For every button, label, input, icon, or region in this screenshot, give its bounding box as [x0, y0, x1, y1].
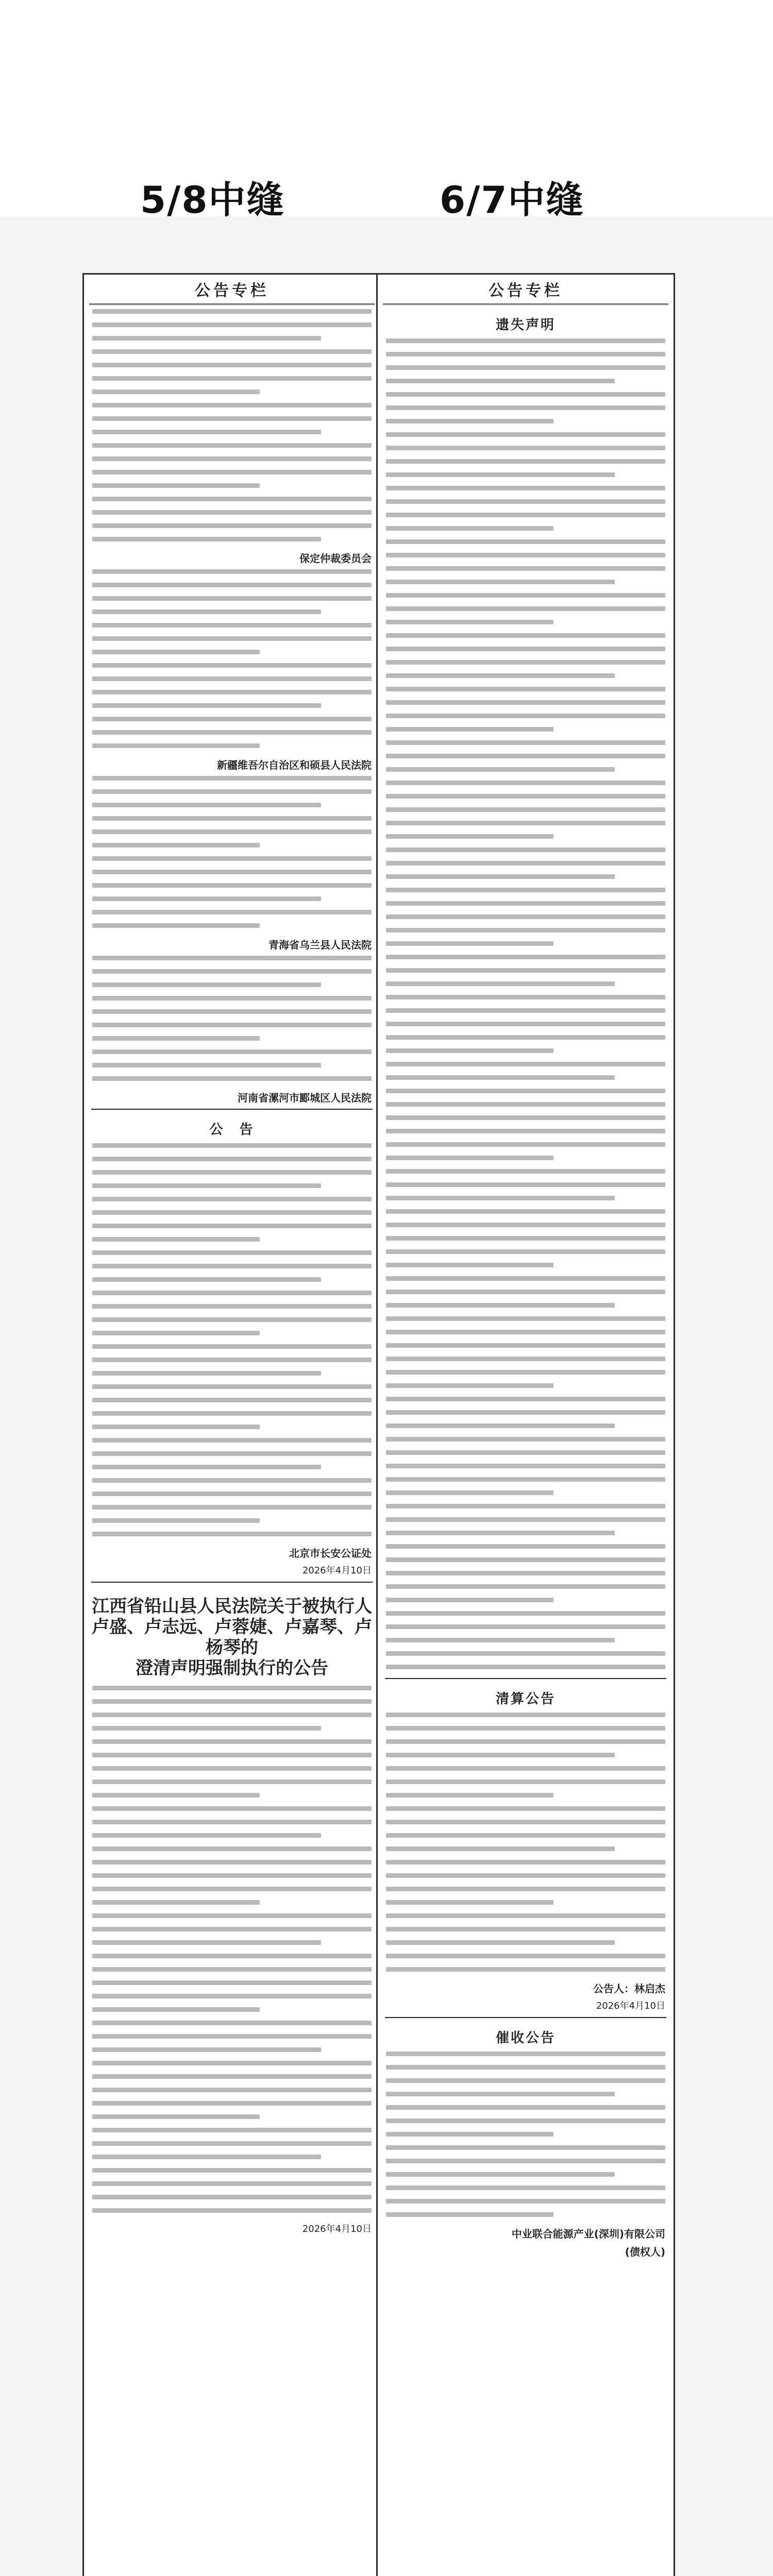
divider: [91, 1109, 373, 1110]
section-title: 催收公告: [495, 2030, 556, 2046]
notice-signature: 公告人：林启杰: [593, 1982, 665, 1995]
court-notice-headline: [91, 1596, 373, 1679]
divider: [91, 1582, 373, 1583]
notice-date: 2026年4月10日: [302, 2224, 372, 2234]
left-column-heading: 公告专栏: [89, 275, 375, 305]
divider: [385, 2017, 666, 2018]
left-gutter-label: 5/8中缝: [140, 178, 285, 222]
divider: [385, 1678, 666, 1679]
right-notice-column: [376, 273, 675, 2576]
notice-title: 公 告: [209, 1122, 255, 1138]
notice-signature: 青海省乌兰县人民法院: [268, 939, 372, 951]
notice-text: [92, 956, 372, 1081]
headline-subline: 澄清声明强制执行的公告: [136, 1658, 328, 1679]
notice-signature: 新疆维吾尔自治区和硕县人民法院: [217, 759, 372, 771]
page-header: [0, 0, 773, 222]
left-notice-column: [82, 273, 381, 2576]
notice-signature: 北京市长安公证处: [289, 1547, 372, 1560]
right-column-heading: 公告专栏: [383, 275, 668, 305]
section-title: 遗失声明: [495, 317, 556, 333]
notice-signature: 保定仲裁委员会: [299, 552, 372, 565]
section-title: 清算公告: [495, 1691, 556, 1707]
notice-text: [92, 569, 372, 748]
notice-text: [92, 309, 372, 541]
headline-line: 江西省铅山县人民法院关于被执行人卢盛、卢志远、卢蓉婕、卢嘉琴、卢杨琴的: [92, 1596, 372, 1658]
notice-signature: 中业联合能源产业(深圳)有限公司: [511, 2228, 665, 2240]
notice-text: [92, 1143, 372, 1536]
right-gutter-label: 6/7中缝: [440, 178, 584, 222]
notice-text: [92, 776, 372, 928]
notice-text: [386, 2052, 665, 2217]
notice-signature-note: (债权人): [625, 2246, 665, 2258]
notice-text: [386, 1713, 665, 1972]
notice-signature: 河南省漯河市郾城区人民法院: [238, 1092, 372, 1104]
notice-date: 2026年4月10日: [302, 1565, 372, 1576]
notice-text: [92, 1686, 372, 2213]
lost-item-statements: [386, 338, 665, 1669]
notice-date: 2026年4月10日: [596, 2001, 665, 2011]
